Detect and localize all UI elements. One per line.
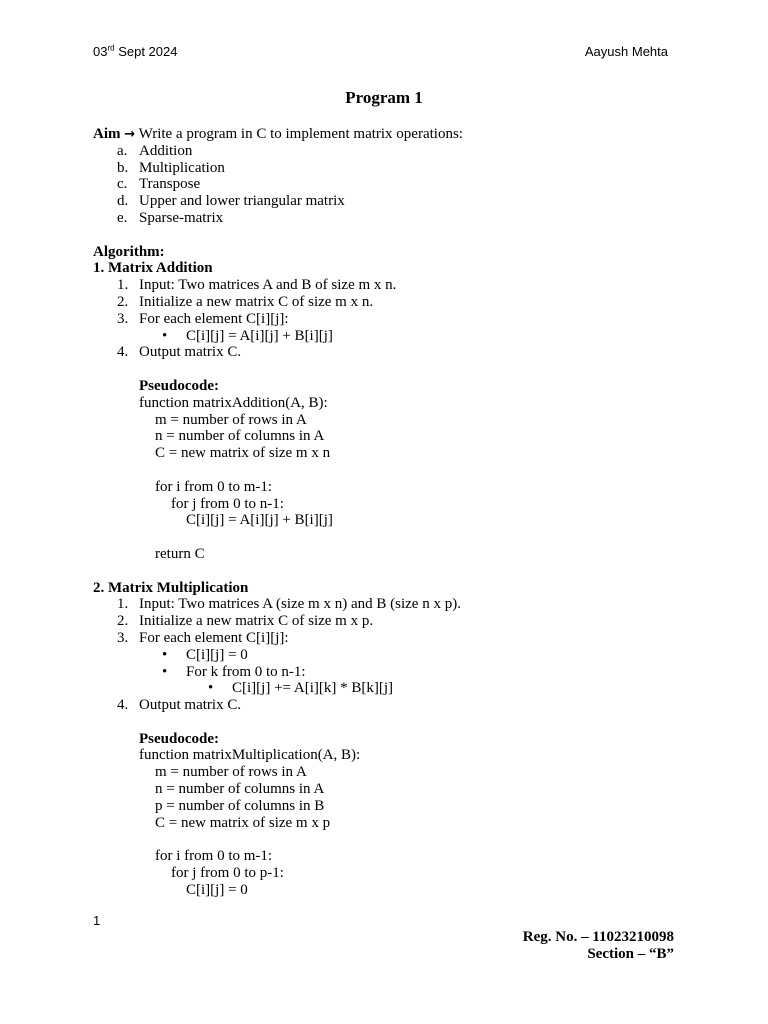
multiplication-step: 2. Initialize a new matrix C of size m x p.: [117, 613, 374, 630]
pseudo-line: C[i][j] = 0: [186, 881, 248, 898]
multiplication-subsubstep: • C[i][j] += A[i][k] * B[k][j]: [208, 680, 394, 697]
aim-item: b. Multiplication: [117, 159, 225, 176]
header-author: Aayush Mehta: [584, 44, 668, 59]
addition-step: 3. For each element C[i][j]:: [117, 310, 289, 327]
pseudo-line: for i from 0 to m-1:: [155, 848, 273, 865]
addition-substep: • C[i][j] = A[i][j] + B[i][j]: [162, 327, 333, 344]
pseudo-line: return C: [155, 545, 205, 562]
aim-item: c. Transpose: [117, 176, 201, 193]
addition-step: 2. Initialize a new matrix C of size m x n.: [117, 293, 374, 310]
page-number: 1: [93, 913, 101, 928]
bullet-icon: •: [162, 646, 168, 663]
multiplication-pseudo-heading: Pseudocode:: [139, 730, 219, 747]
aim-item: d. Upper and lower triangular matrix: [117, 193, 345, 210]
addition-step: 4. Output matrix C.: [117, 344, 242, 361]
multiplication-step: 1. Input: Two matrices A (size m x n) and B (size n x p).: [117, 596, 461, 613]
pseudo-line: function matrixAddition(A, B):: [139, 394, 328, 411]
multiplication-heading: 2. Matrix Multiplication: [93, 579, 249, 596]
page-title: Program 1: [345, 88, 423, 107]
aim-item: e. Sparse-matrix: [117, 209, 224, 226]
aim-line: Aim → Write a program in C to implement matrix operations:: [93, 126, 463, 142]
pseudo-line: for j from 0 to p-1:: [171, 865, 284, 882]
addition-step: 1. Input: Two matrices A and B of size m x n.: [117, 277, 397, 294]
pseudo-line: n = number of columns in A: [155, 781, 325, 798]
pseudo-line: n = number of columns in A: [155, 428, 325, 445]
pseudo-line: C = new matrix of size m x n: [155, 445, 331, 462]
date-superscript: rd: [107, 43, 115, 53]
bullet-icon: •: [208, 680, 214, 697]
document-body: [93, 126, 693, 899]
addition-pseudo-heading: Pseudocode:: [139, 377, 219, 394]
pseudo-line: m = number of rows in A: [155, 764, 307, 781]
header-date: 03rd Sept 2024: [93, 43, 178, 59]
arrow-right-icon: →: [124, 127, 136, 142]
bullet-icon: •: [162, 663, 168, 680]
pseudo-line: function matrixMultiplication(A, B):: [139, 747, 361, 764]
aim-item: a. Addition: [117, 142, 193, 159]
algorithm-heading: Algorithm:: [93, 243, 165, 260]
footer-section: Section – “B”: [587, 946, 674, 962]
addition-heading: 1. Matrix Addition: [93, 260, 213, 277]
pseudo-line: p = number of columns in B: [155, 797, 325, 814]
bullet-icon: •: [162, 327, 168, 344]
pseudo-line: for j from 0 to n-1:: [171, 495, 284, 512]
multiplication-step: 3. For each element C[i][j]:: [117, 629, 289, 646]
multiplication-substep: • C[i][j] = 0: [162, 646, 248, 663]
pseudo-line: C[i][j] = A[i][j] + B[i][j]: [186, 512, 333, 529]
multiplication-substep: • For k from 0 to n-1:: [162, 663, 306, 680]
footer-reg-no: Reg. No. – 11023210098: [522, 929, 674, 945]
pseudo-line: C = new matrix of size m x p: [155, 814, 331, 831]
pseudo-line: m = number of rows in A: [155, 411, 307, 428]
multiplication-step: 4. Output matrix C.: [117, 697, 242, 714]
pseudo-line: for i from 0 to m-1:: [155, 478, 273, 495]
